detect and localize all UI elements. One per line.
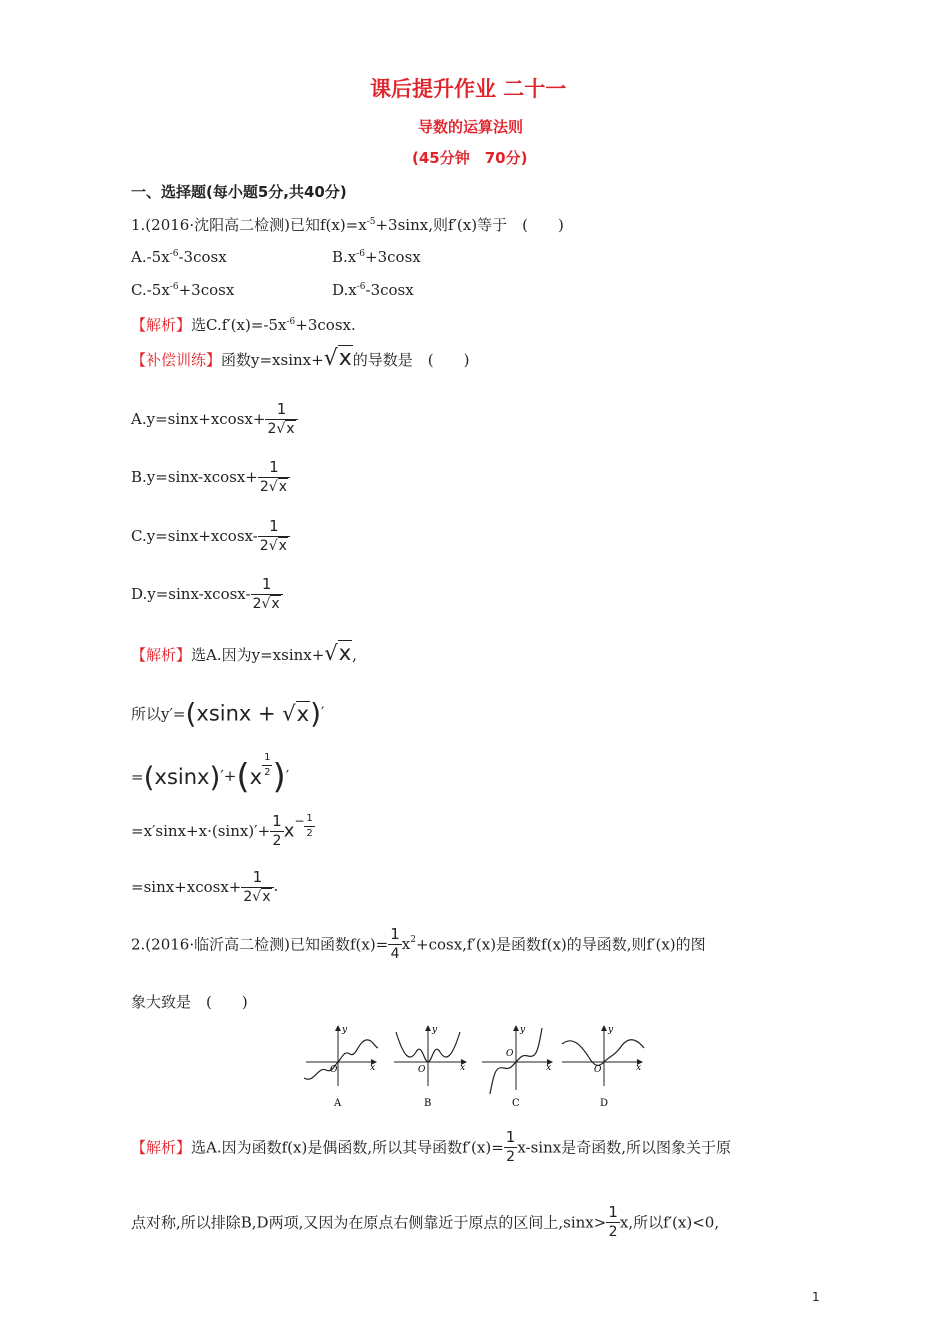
derivation-step-4: =sinx+xcosx+ $\frac{1}{2√x}$ . [131, 868, 279, 905]
page-number: 1 [812, 1290, 820, 1304]
bu-option-a: A.y=sinx+xcosx+ $\frac{1}{2√x}$ [131, 402, 298, 436]
page-title: 课后提升作业 二十一 [370, 77, 567, 101]
svg-text:x: x [460, 1063, 466, 1073]
svg-text:x: x [370, 1063, 376, 1073]
svg-text:y: y [520, 1025, 526, 1035]
svg-text:O: O [506, 1049, 514, 1059]
bu-option-c: C.y=sinx+xcosx- $\frac{1}{2√x}$ [131, 519, 290, 553]
q1-option-b: $B.x^{-6}+3\cos x$ [332, 248, 421, 266]
q2-answer: 【解析】选A.因为函数f(x)是偶函数,所以其导函数f′(x)= $\frac{1}{2}$ x-sinx是奇函数,所以图象关于原 [131, 1128, 731, 1165]
svg-text:C: C [512, 1098, 520, 1109]
svg-text:O: O [594, 1065, 602, 1075]
sqrt-x: √x [323, 346, 352, 371]
q1-stem: 1.(2016·沈阳高二检测)已知$f(x)=x^{-5}+3\sin x$,则f′(x)等于 ( ) [131, 216, 564, 234]
q2-answer-line2: 点对称,所以排除B,D两项,又因为在原点右侧靠近于原点的区间上,sinx> $\frac{1}{2}$ x,所以f′(x)<0, [131, 1203, 720, 1240]
q2-stem-line2: 象大致是 ( ) [131, 993, 248, 1011]
bu-stem: 【补偿训练】函数y=xsinx+√x的导数是 ( ) [131, 346, 470, 371]
svg-text:x: x [636, 1063, 642, 1073]
svg-text:x: x [546, 1063, 552, 1073]
bu-option-b: B.y=sinx-xcosx+ $\frac{1}{2√x}$ [131, 460, 290, 494]
graph-d[interactable] [562, 1025, 644, 1109]
svg-text:B: B [424, 1098, 432, 1109]
derivation-step-2: =(xsinx)′+(x $\frac{1}{2}$ )′ [131, 752, 290, 797]
derivation-step-3: =x′sinx+x·(sinx)′+ $\frac{1}{2}$ x− $\frac{1}{2}$ [131, 812, 313, 849]
time-limit: (45分钟 70分) [412, 149, 528, 167]
svg-text:O: O [418, 1065, 426, 1075]
svg-text:y: y [608, 1025, 614, 1035]
section-heading: 一、选择题(每小题5分,共40分) [131, 183, 347, 201]
answer-tag: 【解析】 [131, 316, 192, 334]
q2-stem: 2.(2016·临沂高二检测)已知函数f(x)= $\frac{1}{4}$ $x^2+\cos x,f'(x)$是函数f(x)的导函数,则f′(x)的图 [131, 925, 706, 962]
svg-text:D: D [600, 1098, 609, 1109]
derivation-step-1: 所以y′=(xsinx + √x)′ [131, 697, 325, 730]
q1-option-c: $C.-5x^{-6}+3\cos x$ [131, 281, 235, 299]
answer-tag: 【解析】 [131, 1138, 192, 1157]
bu-tag: 【补偿训练】 [131, 351, 222, 369]
graph-b[interactable] [394, 1025, 466, 1109]
q1-option-a: $A.-5x^{-6}-3\cos x$ [131, 248, 227, 266]
svg-text:y: y [342, 1025, 348, 1035]
q1-option-d: $D.x^{-6}-3\cos x$ [332, 281, 414, 299]
svg-text:O: O [330, 1065, 338, 1075]
graph-a[interactable] [304, 1025, 378, 1109]
answer-tag: 【解析】 [131, 646, 192, 664]
q1-answer: 【解析】选$C.f'(x)=-5x^{-6}+3\cos x$. [131, 316, 356, 334]
svg-text:y: y [432, 1025, 438, 1035]
graph-c[interactable] [482, 1025, 552, 1109]
bu-answer: 【解析】选A.因为y=xsinx+√x, [131, 641, 357, 665]
page-subtitle: 导数的运算法则 [418, 118, 524, 136]
bu-option-d: D.y=sinx-xcosx- $\frac{1}{2√x}$ [131, 577, 283, 611]
svg-text:A: A [334, 1098, 342, 1109]
q2-graph-options [300, 1022, 652, 1112]
